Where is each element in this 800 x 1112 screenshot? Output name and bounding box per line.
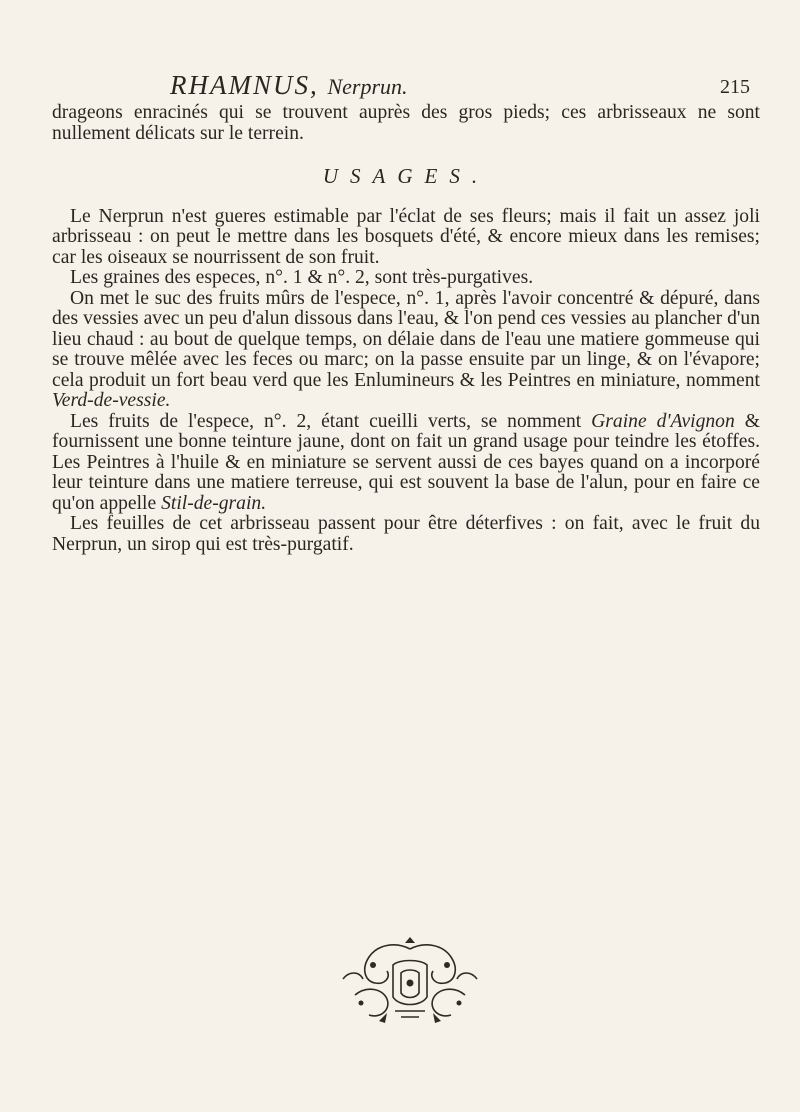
page-title: RHAMNUS, (170, 70, 319, 100)
section-heading: USAGES. (322, 164, 490, 188)
paragraph-4-text-a: Les fruits de l'espece, n°. 2, étant cueilli verts, se nomment (70, 410, 582, 432)
page-number: 215 (720, 76, 750, 98)
paragraph-3-text: On met le suc des fruits mûrs de l'espece, n°. 1, après l'avoir concentré & dépuré, dans des vessies avec un peu d'alun dissous dans l'eau, & l'on pend ces vessies au plancher d'un lieu chaud : au bout de quelque temps, on délaie dans de l'eau une matiere gommeuse qui se trouve mêlée avec les feces ou marc; on la passe ensuite par un linge, & on l'évapore; cela produit un fort beau verd que les Enlumineurs & les Peintres en miniature, nomment (52, 287, 760, 391)
term-stil-de-grain: Stil-de-grain. (161, 492, 267, 514)
paragraph-5: Les feuilles de cet arbrisseau passent pour être déterfives : on fait, avec le fruit du Nerprun, un sirop qui est très-purgatif. (52, 513, 760, 555)
paragraph-2: Les graines des especes, n°. 1 & n°. 2, sont très-purgatives. (70, 267, 534, 288)
term-verd-de-vessie: Verd-de-vessie. (52, 390, 171, 411)
paragraph-3 (52, 289, 760, 412)
text-block (52, 103, 760, 555)
ornament-vignette (335, 935, 485, 1027)
paragraph-4 (52, 412, 760, 515)
paragraph-1: Le Nerprun n'est gueres estimable par l'éclat de ses fleurs; mais il fait un assez joli arbrisseau : on peut le mettre dans les bosquets d'été, & encore mieux dans les remises; car les oiseaux se nourrissent de son fruit. (52, 205, 760, 268)
term-graine-d-avignon: Graine d'Avignon (591, 410, 735, 432)
paragraph-4-text-b: & fournissent une bonne teinture jaune, dont on fait un grand usage pour teindre les étoffes. Les Peintres à l'huile & en miniature se servent aussi de ces bayes quand on a incorporé leur teinture dans une matiere terreuse, qui est souvent la base de l'alun, pour en faire ce qu'on appelle (52, 410, 760, 514)
intro-paragraph: drageons enracinés qui se trouvent auprès des gros pieds; ces arbrisseaux ne sont nullement délicats sur le terrein. (52, 102, 760, 144)
page-subtitle: Nerprun. (327, 74, 408, 99)
running-head (170, 70, 630, 101)
